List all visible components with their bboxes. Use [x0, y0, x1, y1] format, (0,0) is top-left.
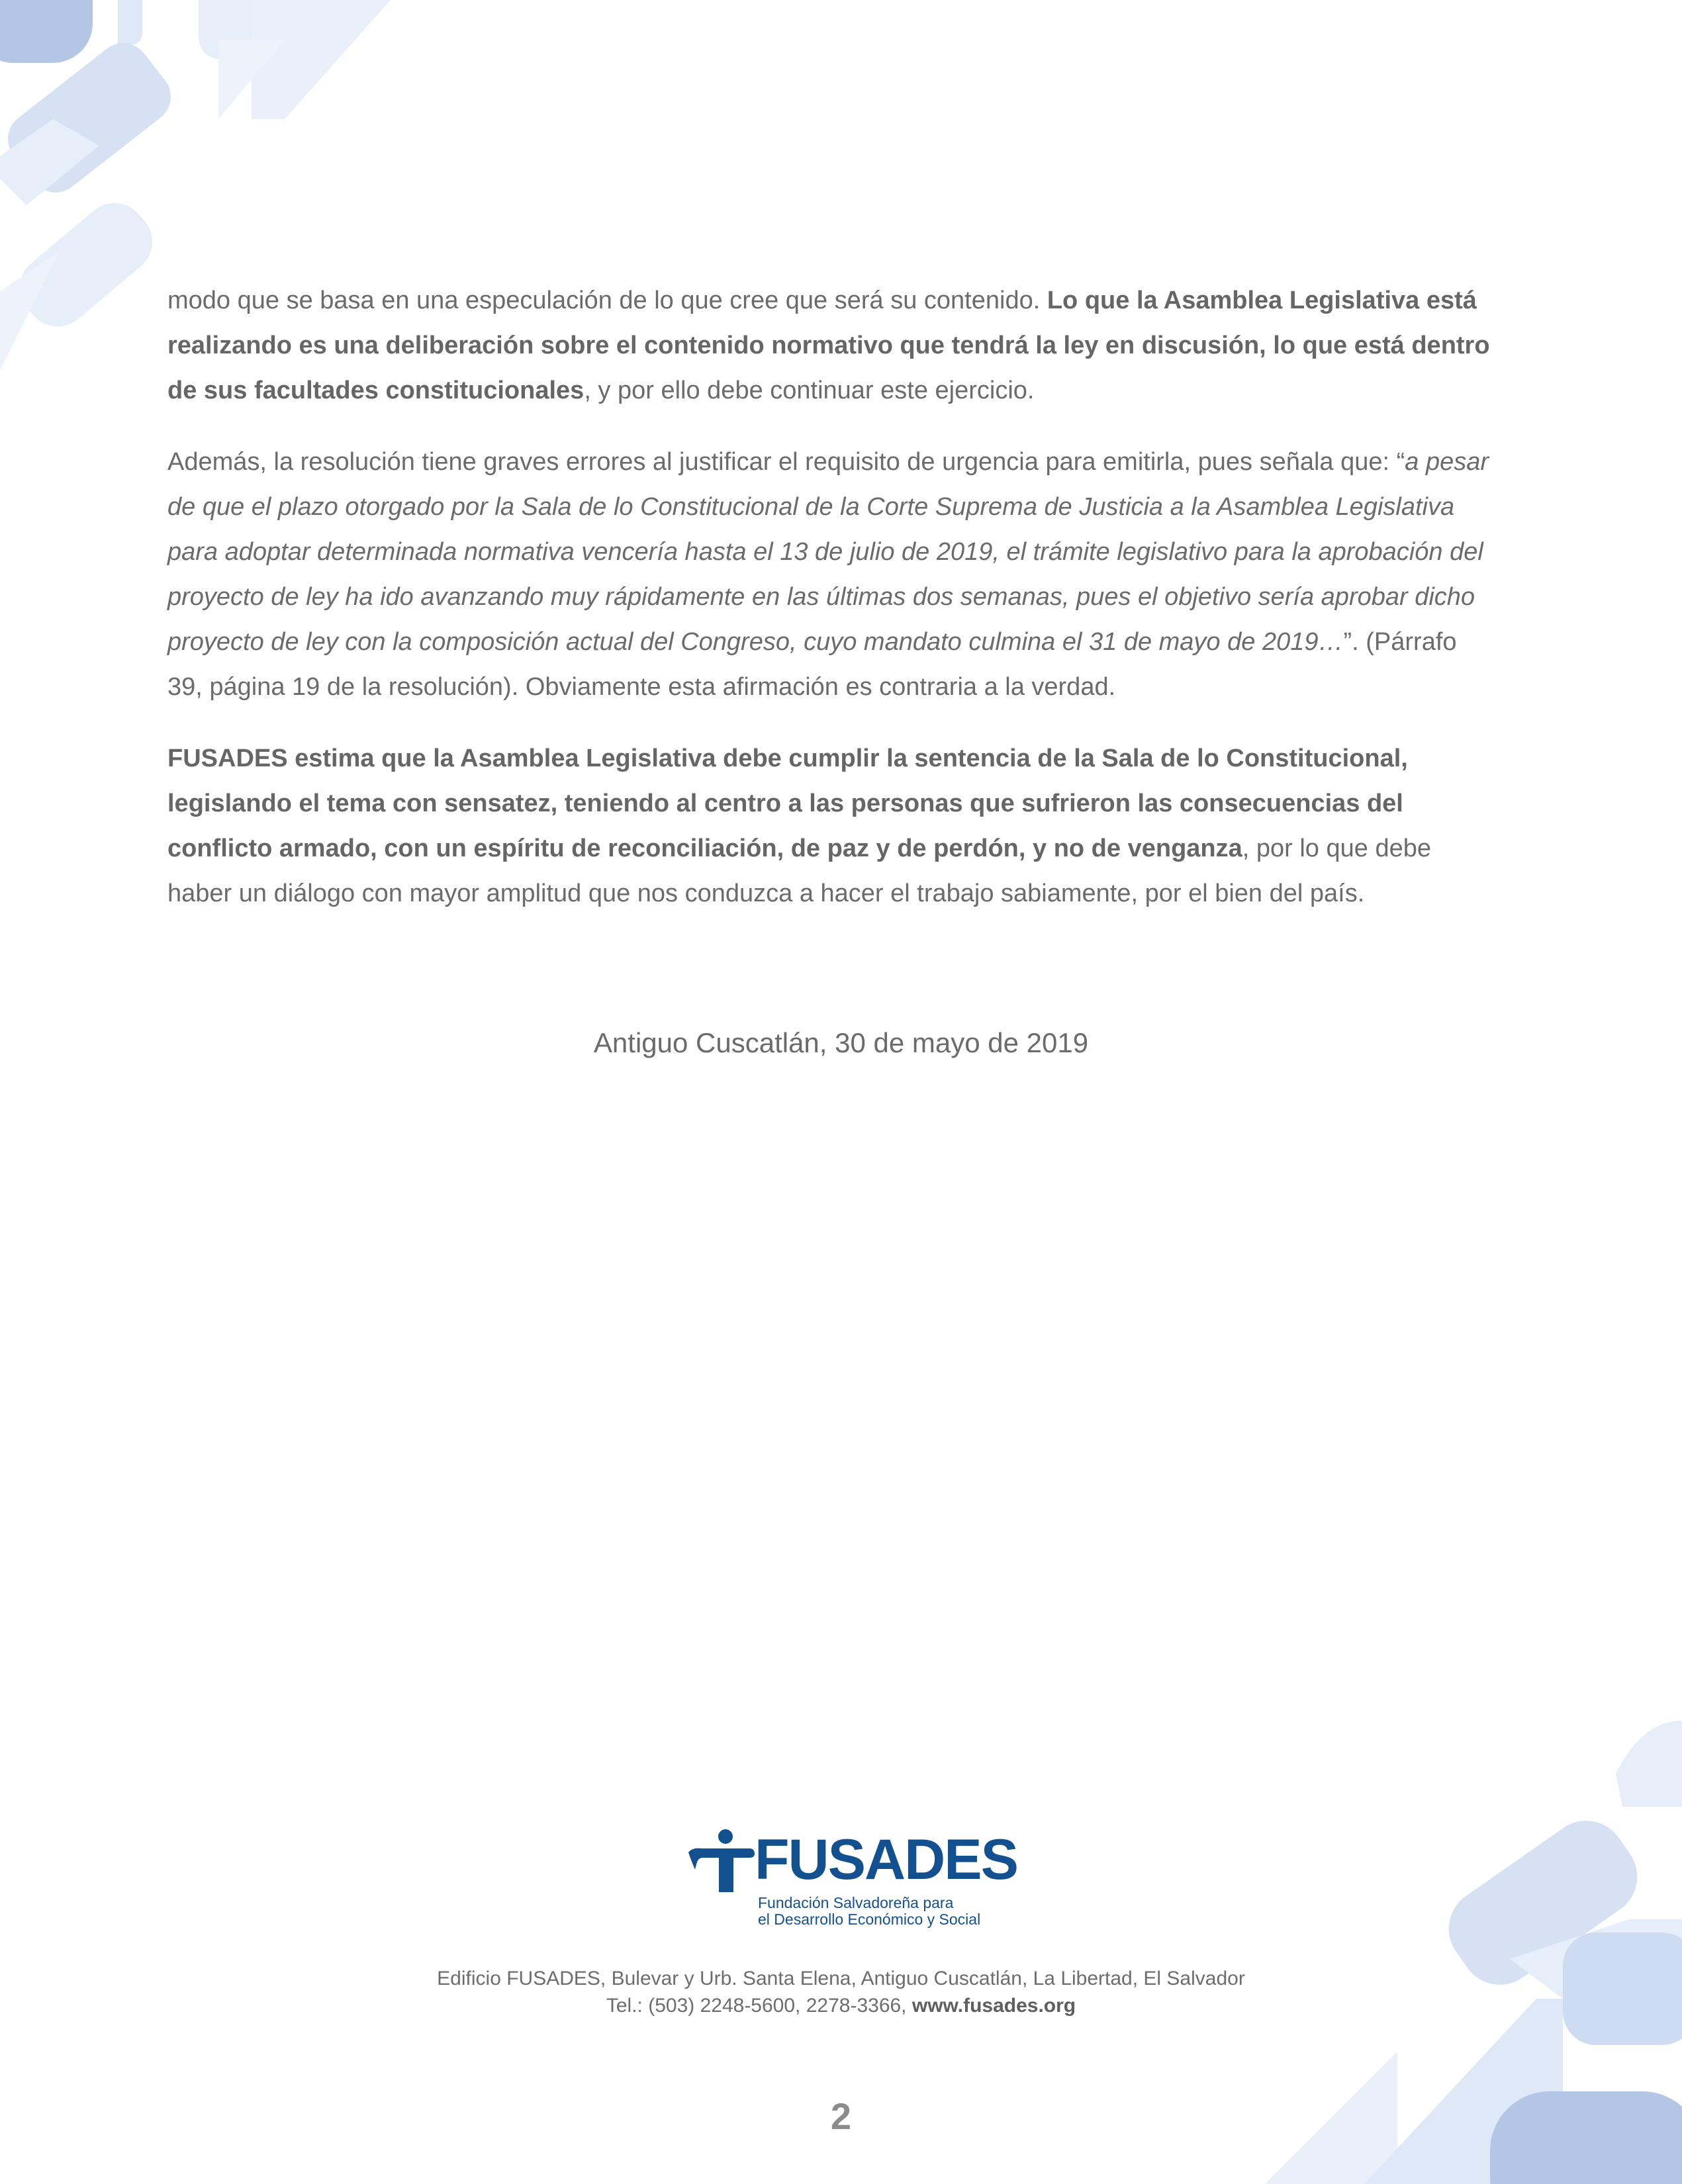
address-line: Edificio FUSADES, Bulevar y Urb. Santa Elena, Antiguo Cuscatlán, La Libertad, El Salvador — [437, 1968, 1245, 1989]
paragraph-3-text: , por lo que debe haber un diálogo con mayor amplitud que nos conduzca a hacer el trabajo sabiamente, por el bien del país. — [167, 835, 1431, 907]
paragraph-3-bold: FUSADES estima que la Asamblea Legislativa debe cumplir la sentencia de la Sala de lo Constitucional, legislando el tema con sensatez, teniendo al centro a las personas que sufrieron las consecuencias del conflicto armado, con un espíritu de reconciliación, de paz y de perdón, y no de venganza — [167, 745, 1408, 862]
phone-numbers: Tel.: (503) 2248-5600, 2278-3366, — [606, 1995, 912, 2017]
paragraph-1 — [167, 278, 1491, 413]
paragraph-3 — [167, 736, 1491, 916]
fusades-logo — [686, 1823, 1017, 1929]
page-number: 2 — [830, 2095, 852, 2137]
website-link[interactable]: www.fusades.org — [911, 1995, 1076, 2017]
logo-tagline-line-1: Fundación Salvadoreña para — [758, 1894, 954, 1911]
paragraph-2 — [167, 439, 1491, 709]
logo-name: FUSADES — [755, 1828, 1017, 1891]
document-body — [167, 278, 1491, 942]
place-and-date: Antiguo Cuscatlán, 30 de mayo de 2019 — [593, 1027, 1089, 1058]
logo-tagline — [758, 1895, 980, 1928]
logo-tagline-line-2: el Desarrollo Económico y Social — [758, 1911, 981, 1928]
paragraph-2-text-b: ”. (Párrafo 39, página 19 de la resolución). Obviamente esta afirmación es contraria a la verdad. — [167, 628, 1457, 701]
paragraph-2-quote: a pesar de que el plazo otorgado por la Sala de lo Constitucional de la Corte Suprema de Justicia a la Asamblea Legislativa para adoptar determinada normativa vencería hasta el 13 de julio de 2019, el trámite legislativo para la aprobación del proyecto de ley ha ido avanzando muy rápidamente en las últimas dos semanas, pues el objetivo sería aprobar dicho proyecto de ley con la composición actual del Congreso, cuyo mandato culmina el 31 de mayo de 2019… — [167, 448, 1489, 656]
fusades-person-logo-icon — [686, 1829, 757, 1895]
paragraph-1-bold: Lo que la Asamblea Legislativa está realizando es una deliberación sobre el contenido normativo que tendrá la ley en discusión, lo que está dentro de sus facultades constitucionales — [167, 287, 1490, 404]
paragraph-1-text-b: , y por ello debe continuar este ejercicio. — [584, 377, 1035, 404]
paragraph-2-text-a: Además, la resolución tiene graves errores al justificar el requisito de urgencia para emitirla, pues señala que: “ — [167, 448, 1405, 476]
contact-line — [0, 1992, 1682, 2019]
footer-address — [0, 1965, 1682, 2019]
paragraph-1-text-a: modo que se basa en una especulación de lo que cree que será su contenido. — [167, 287, 1047, 314]
